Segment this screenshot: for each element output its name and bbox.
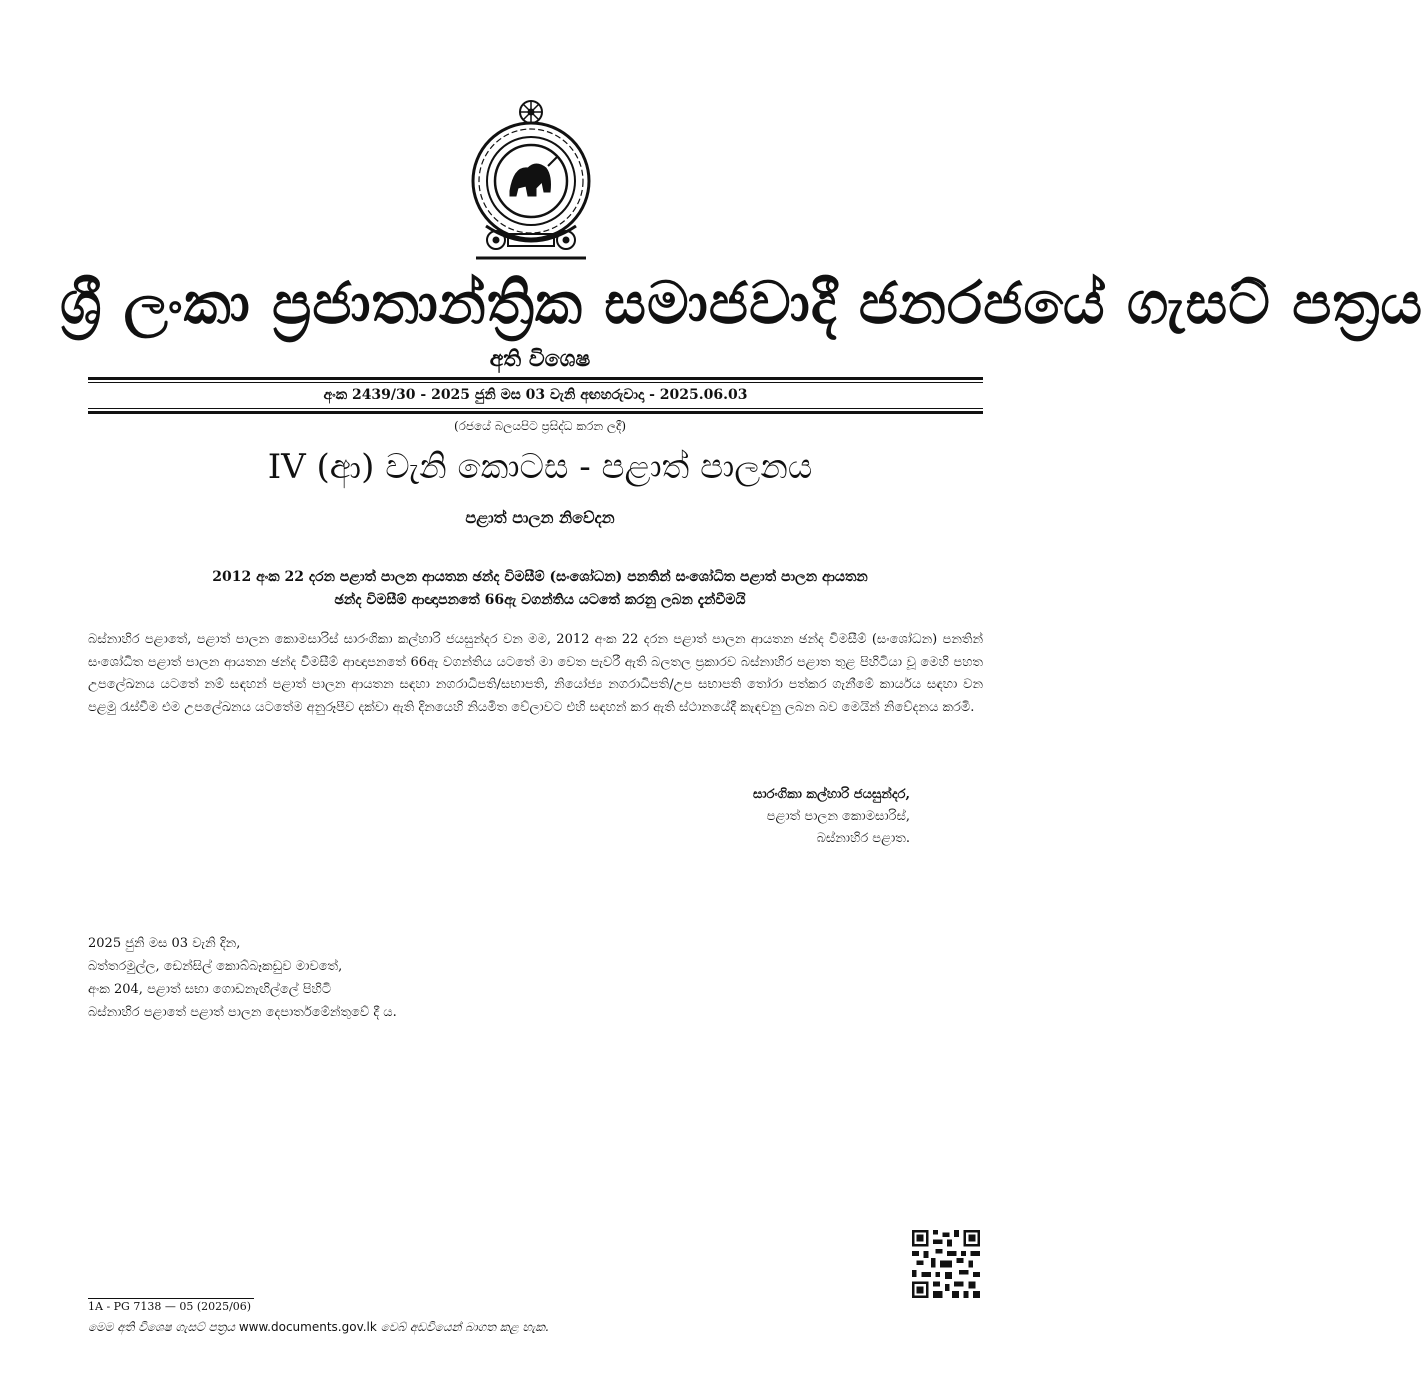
notice-heading-line-2: ඡන්ද විමසීම් ආඥාපනතේ 66ඇ වගන්තිය යටතේ කරනු ලබන දැන්වීමයි	[334, 592, 746, 608]
published-by-authority: (රජයේ බලයපිට ප්‍රසිද්ධ කරන ලදී)	[453, 419, 627, 433]
footer-rule	[88, 1298, 254, 1299]
place-date-line: බස්නාහිර පළාතේ පළාත් පාලන දෙපාර්තමේන්තුවේ දී ය.	[88, 1005, 397, 1020]
notice-heading-line-1: 2012 අංක 22 දරන පළාත් පාලන ආයතන ඡන්ද විමසීම් (සංශෝධන) පනතින් සංශෝධිත පළාත් පාලන ආයතන	[212, 569, 868, 585]
part-title: IV (ආ) වැනි කොටස - පළාත් පාලනය	[267, 447, 813, 487]
qr-code-icon	[912, 1230, 980, 1298]
signatory-name: සාරංගිකා කල්හාරි ජයසුන්දර,	[753, 787, 910, 802]
issue-rule-thick	[88, 411, 983, 414]
gazette-subtitle: අති විශෙෂ	[489, 346, 591, 372]
download-note-after: වෙබ් අඩවියෙන් බාගත කළ හැක.	[380, 1320, 549, 1334]
download-note-before: මෙම අති විශෙෂ ගැසට් පත්‍රය	[88, 1320, 236, 1334]
section-title: පළාත් පාලන නිවේදන	[465, 508, 615, 527]
notice-body: බස්නාහිර පළාතේ, පළාත් පාලන කොමසාරිස් සාරංගිකා කල්හාරි ජයසුන්දර වන මම, 2012 අංක 22 දරන පළාත් පාලන ආයතන ඡන්ද විමසීම් (සංශෝධන) පනතින් සංශෝධිත පළාත් පාලන ආයතන ඡන්ද විමසීම් ආඥාපනතේ 66ඇ වගන්තිය යටතේ මා වෙත පැවරී ඇති බලතල ප්‍රකාරව බස්නාහිර පළාත තුළ පිහිටියා වූ මෙහි පහත උපලේඛනය යටතේ නම් සඳහන් පළාත් පාලන ආයතන සඳහා නගරාධිපති/සභාපති, නියෝජ්‍ය නගරාධිපති/උප සභාපති තෝරා පත්කර ගැනීමේ කාර්යය සඳහා වන පළමු රැස්වීම එම උපලේඛනය යටතේම අනුරූපීව දක්වා ඇති දිනයෙහි නියමිත වේලාවට එහි සඳහන් කර ඇති ස්ථානයේදී කැඳවනු ලබන බව මෙයින් නිවේදනය කරමි.	[88, 632, 983, 715]
documents-website-link[interactable]: www.documents.gov.lk	[238, 1320, 377, 1334]
download-note	[88, 1320, 549, 1335]
print-code: 1A - PG 7138 — 05 (2025/06)	[88, 1300, 252, 1313]
place-date-line: 2025 ජුනි මස 03 වැනි දින,	[88, 936, 241, 951]
issue-rule-thin	[88, 408, 983, 409]
signatory-office: බස්නාහිර පළාත.	[816, 831, 910, 846]
issue-line: අංක 2439/30 - 2025 ජුනි මස 03 වැනි අඟහරුවාදා - 2025.06.03	[323, 387, 748, 403]
place-date-line: අංක 204, පළාත් සභා ගොඩනැඟිල්ලේ පිහිටි	[88, 982, 332, 997]
place-date-line: බත්තරමුල්ල, ඩෙන්සිල් කොබ්බෑකඩුව මාවතේ,	[88, 959, 343, 974]
gazette-title: ශ්‍රී ලංකා ප්‍රජාතාන්ත්‍රික සමාජවාදී ජනරජයේ ගැසට් පත්‍රය	[60, 269, 1423, 337]
top-rule-thin	[88, 382, 983, 383]
signatory-title: පළාත් පාලන කොමසාරිස්,	[766, 809, 910, 824]
notice-heading	[110, 566, 970, 612]
state-emblem-icon	[466, 96, 596, 266]
top-rule-thick	[88, 377, 983, 380]
